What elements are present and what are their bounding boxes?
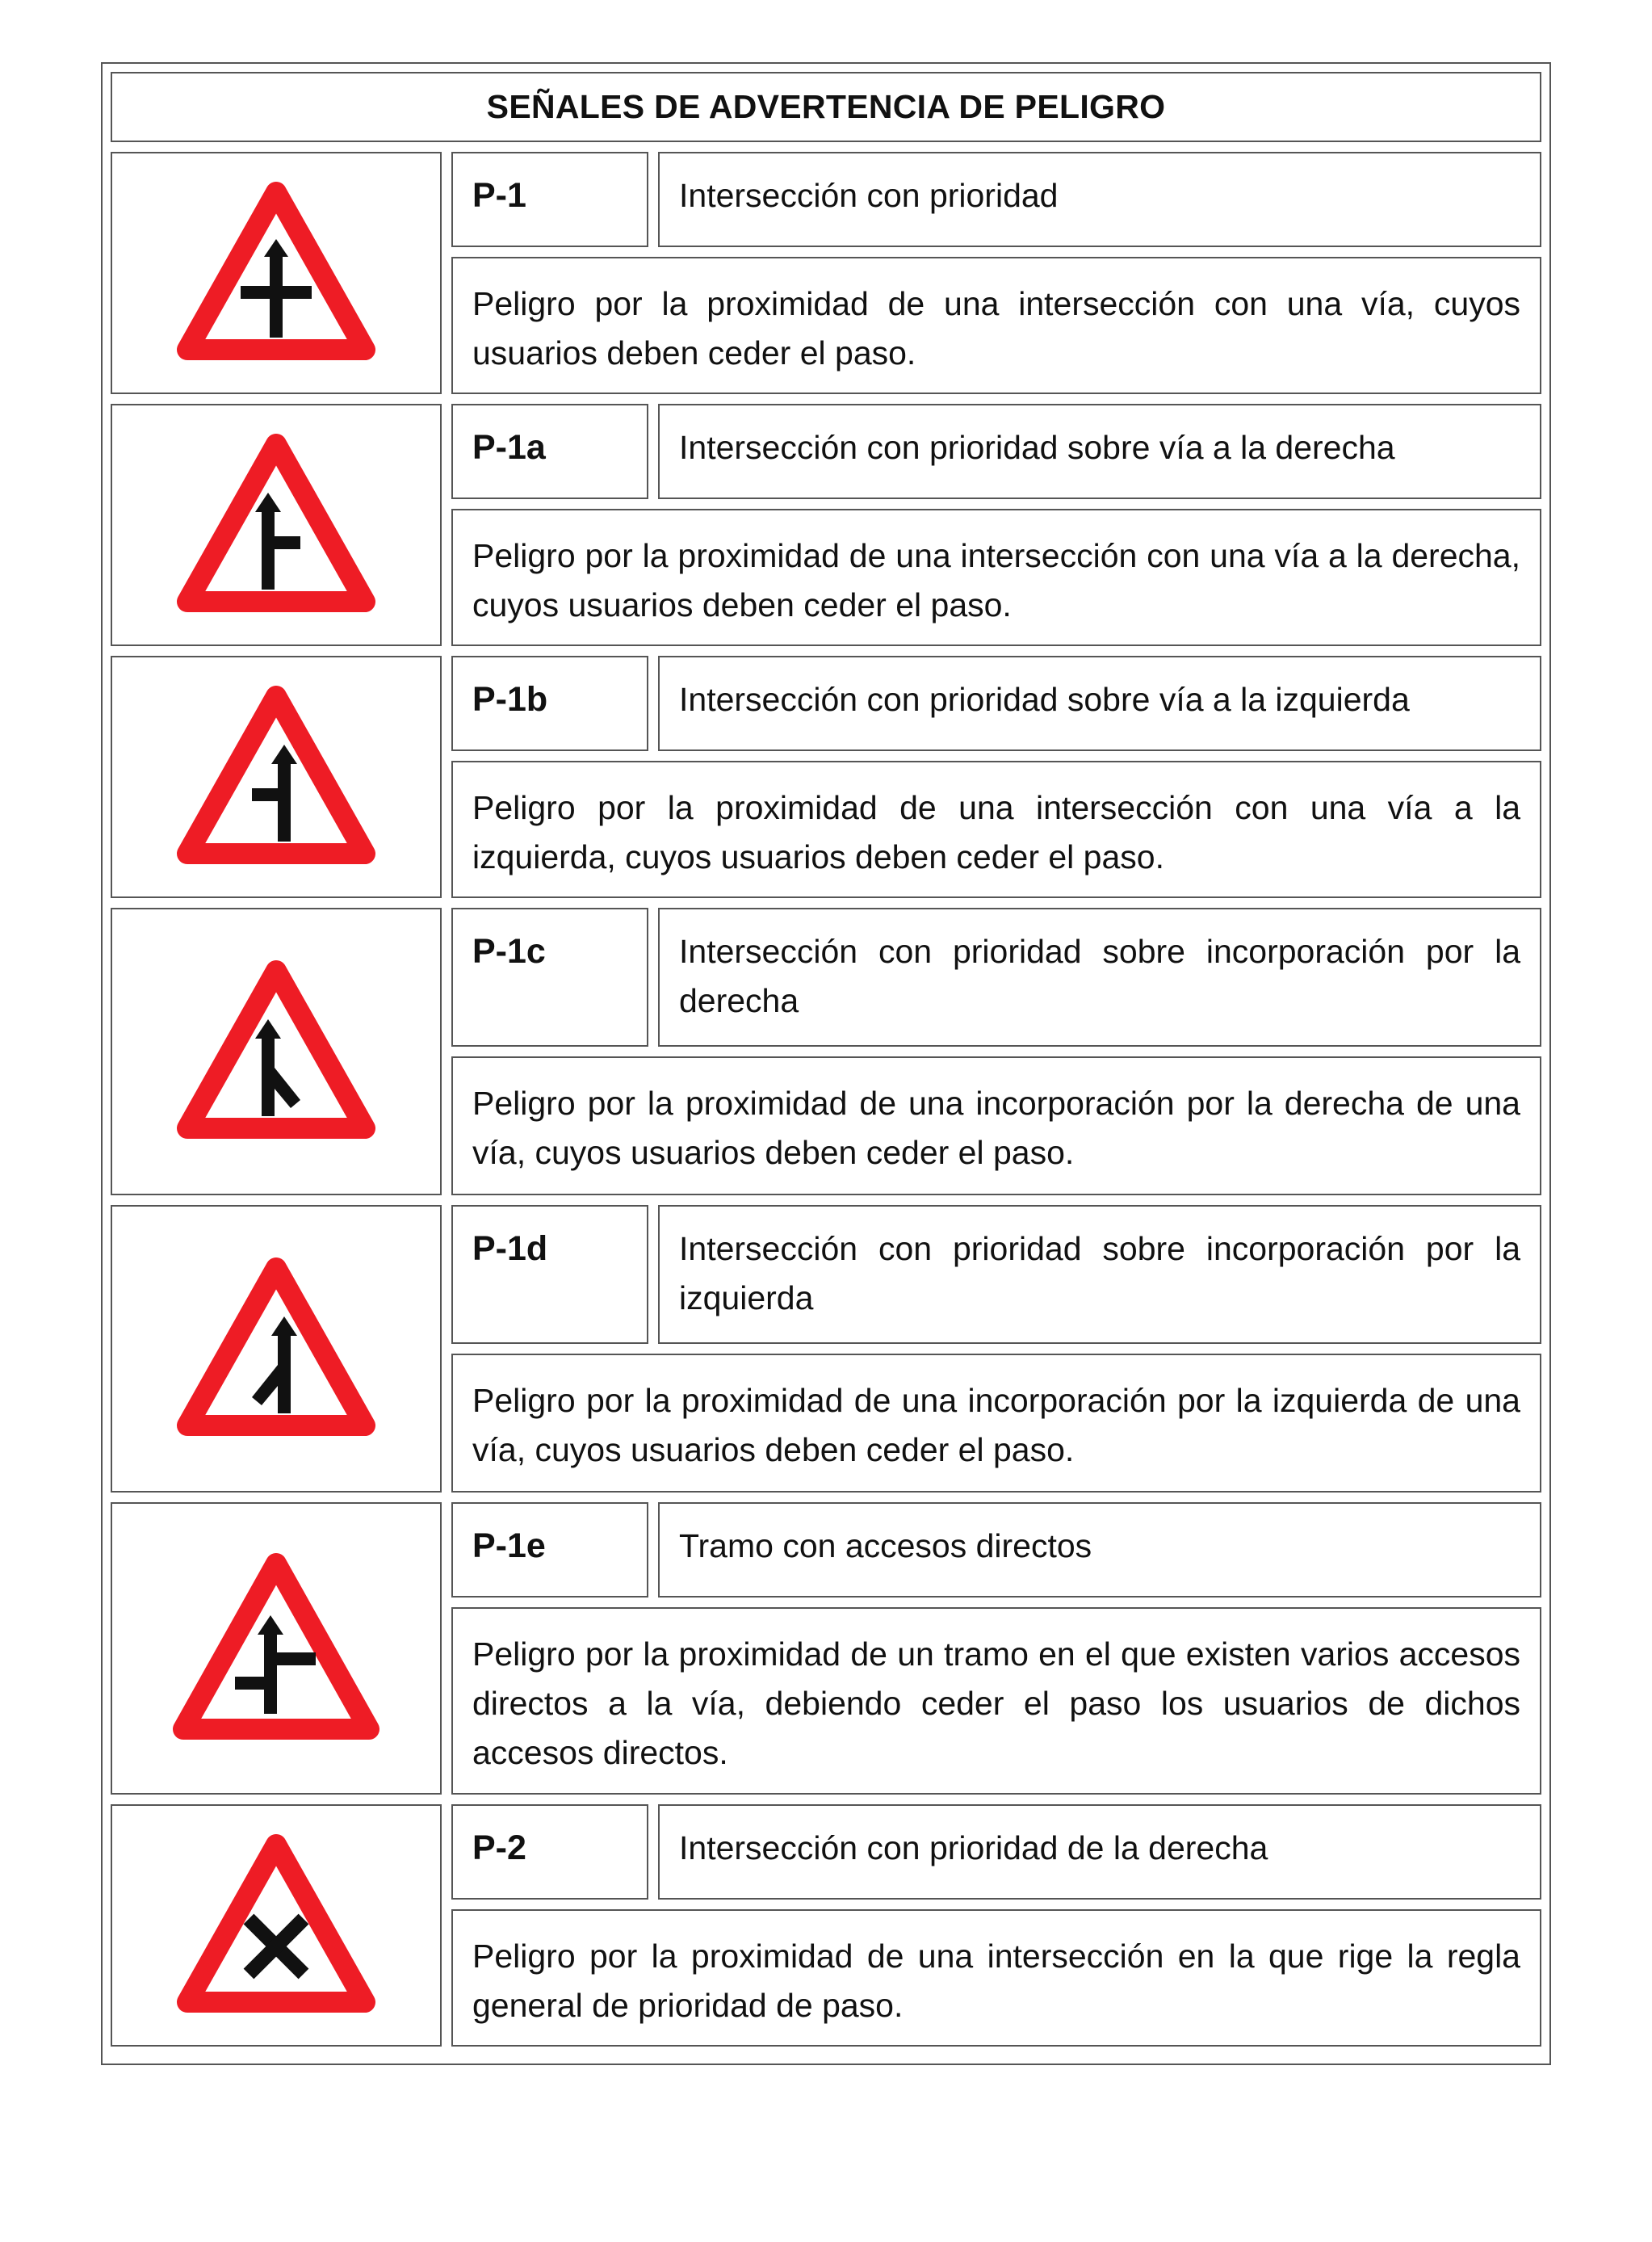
sign-image-p1 <box>111 152 442 394</box>
sign-description-p1: Peligro por la proximidad de una intersección con una vía, cuyos usuarios deben ceder el paso. <box>451 257 1541 394</box>
sign-description-p2: Peligro por la proximidad de una intersección en la que rige la regla general de prioridad de paso. <box>451 1909 1541 2047</box>
sign-code-p1b: P-1b <box>451 656 648 751</box>
sign-description-p1e: Peligro por la proximidad de un tramo en el que existen varios accesos directos a la vía, debiendo ceder el paso los usuarios de dichos accesos directos. <box>451 1607 1541 1795</box>
direct-accesses-sign-icon <box>167 1547 385 1749</box>
sign-name-p1a: Intersección con prioridad sobre vía a la derecha <box>658 404 1541 499</box>
priority-intersection-sign-icon <box>171 176 381 370</box>
sign-name-p1e: Tramo con accesos directos <box>658 1502 1541 1598</box>
priority-left-road-sign-icon <box>171 680 381 874</box>
sign-image-p1b <box>111 656 442 898</box>
sign-image-p2 <box>111 1804 442 2047</box>
sign-code-p1c: P-1c <box>451 908 648 1047</box>
sign-image-p1e <box>111 1502 442 1795</box>
right-priority-intersection-sign-icon <box>171 1828 381 2022</box>
priority-right-merge-sign-icon <box>171 955 381 1148</box>
sign-name-p1d: Intersección con prioridad sobre incorporación por la izquierda <box>658 1205 1541 1344</box>
sign-image-p1c <box>111 908 442 1195</box>
sign-code-p1e: P-1e <box>451 1502 648 1598</box>
sign-code-p1a: P-1a <box>451 404 648 499</box>
priority-right-road-sign-icon <box>171 428 381 622</box>
sign-image-p1d <box>111 1205 442 1493</box>
table-title: SEÑALES DE ADVERTENCIA DE PELIGRO <box>111 72 1541 142</box>
sign-name-p1b: Intersección con prioridad sobre vía a la izquierda <box>658 656 1541 751</box>
sign-code-p2: P-2 <box>451 1804 648 1900</box>
sign-description-p1a: Peligro por la proximidad de una intersección con una vía a la derecha, cuyos usuarios deben ceder el paso. <box>451 509 1541 646</box>
sign-description-p1d: Peligro por la proximidad de una incorporación por la izquierda de una vía, cuyos usuarios deben ceder el paso. <box>451 1354 1541 1493</box>
sign-name-p2: Intersección con prioridad de la derecha <box>658 1804 1541 1900</box>
sign-code-p1d: P-1d <box>451 1205 648 1344</box>
sign-name-p1c: Intersección con prioridad sobre incorporación por la derecha <box>658 908 1541 1047</box>
sign-description-p1c: Peligro por la proximidad de una incorporación por la derecha de una vía, cuyos usuarios deben ceder el paso. <box>451 1056 1541 1195</box>
sign-name-p1: Intersección con prioridad <box>658 152 1541 247</box>
sign-description-p1b: Peligro por la proximidad de una intersección con una vía a la izquierda, cuyos usuarios deben ceder el paso. <box>451 761 1541 898</box>
sign-image-p1a <box>111 404 442 646</box>
sign-code-p1: P-1 <box>451 152 648 247</box>
priority-left-merge-sign-icon <box>171 1252 381 1446</box>
